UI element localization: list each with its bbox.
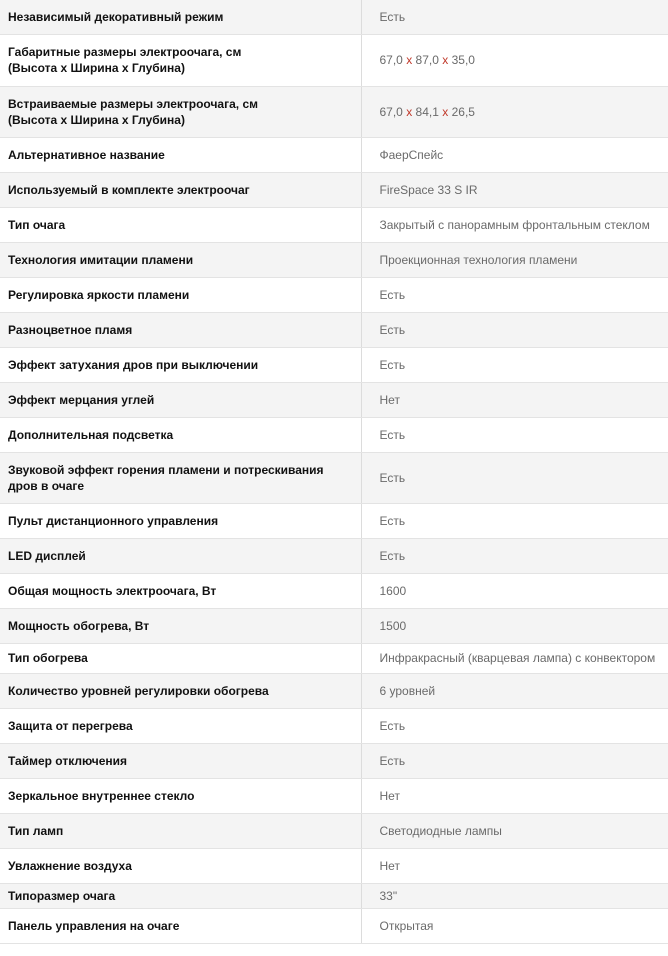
spec-value: Светодиодные лампы xyxy=(361,813,668,848)
spec-row-ember-flicker xyxy=(0,382,668,417)
spec-name: LED дисплей xyxy=(0,538,361,573)
spec-name: Количество уровней регулировки обогрева xyxy=(0,673,361,708)
spec-value: Есть xyxy=(361,452,668,503)
spec-value: Есть xyxy=(361,347,668,382)
spec-row-overheat-protection xyxy=(0,708,668,743)
spec-value: 1500 xyxy=(361,608,668,643)
spec-row-led-display xyxy=(0,538,668,573)
spec-name: Мощность обогрева, Вт xyxy=(0,608,361,643)
spec-value: 6 уровней xyxy=(361,673,668,708)
spec-row-builtin-dimensions xyxy=(0,86,668,137)
spec-row-alt-name xyxy=(0,137,668,172)
spec-name: Защита от перегрева xyxy=(0,708,361,743)
spec-name: Встраиваемые размеры электроочага, см (Высота х Ширина х Глубина) xyxy=(0,86,361,137)
spec-name: Разноцветное пламя xyxy=(0,312,361,347)
spec-row-heating-type xyxy=(0,643,668,673)
spec-row-sound-effect xyxy=(0,452,668,503)
spec-row-control-panel xyxy=(0,908,668,943)
spec-value: Открытая xyxy=(361,908,668,943)
spec-name: Звуковой эффект горения пламени и потрескивания дров в очаге xyxy=(0,452,361,503)
spec-row-remote-control xyxy=(0,503,668,538)
spec-value: Нет xyxy=(361,778,668,813)
spec-value: Есть xyxy=(361,538,668,573)
spec-name: Зеркальное внутреннее стекло xyxy=(0,778,361,813)
spec-value: Есть xyxy=(361,417,668,452)
spec-name: Панель управления на очаге xyxy=(0,908,361,943)
spec-row-extra-backlight xyxy=(0,417,668,452)
spec-row-lamp-type xyxy=(0,813,668,848)
spec-name: Используемый в комплекте электроочаг xyxy=(0,172,361,207)
spec-name: Тип обогрева xyxy=(0,643,361,673)
spec-value: Есть xyxy=(361,312,668,347)
spec-value: Есть xyxy=(361,708,668,743)
spec-row-overall-dimensions xyxy=(0,34,668,86)
spec-name: Увлажнение воздуха xyxy=(0,848,361,883)
spec-value: ФаерСпейс xyxy=(361,137,668,172)
spec-row-heating-levels xyxy=(0,673,668,708)
spec-row-independent-decor-mode xyxy=(0,0,668,34)
spec-value: 67,0 x 87,0 x 35,0 xyxy=(361,34,668,86)
spec-row-flame-technology xyxy=(0,242,668,277)
spec-name: Таймер отключения xyxy=(0,743,361,778)
spec-value: Есть xyxy=(361,743,668,778)
spec-name: Тип ламп xyxy=(0,813,361,848)
spec-row-mirror-glass xyxy=(0,778,668,813)
spec-row-hearth-size xyxy=(0,883,668,908)
spec-name: Независимый декоративный режим xyxy=(0,0,361,34)
spec-value: FireSpace 33 S IR xyxy=(361,172,668,207)
spec-row-total-power xyxy=(0,573,668,608)
spec-row-hearth-type xyxy=(0,207,668,242)
spec-value: Есть xyxy=(361,503,668,538)
spec-value: Проекционная технология пламени xyxy=(361,242,668,277)
spec-name: Типоразмер очага xyxy=(0,883,361,908)
spec-value: Есть xyxy=(361,0,668,34)
spec-name: Общая мощность электроочага, Вт xyxy=(0,573,361,608)
spec-name: Габаритные размеры электроочага, см (Высота х Ширина х Глубина) xyxy=(0,34,361,86)
spec-row-included-fireplace xyxy=(0,172,668,207)
spec-name: Эффект затухания дров при выключении xyxy=(0,347,361,382)
spec-row-shutdown-timer xyxy=(0,743,668,778)
spec-name: Дополнительная подсветка xyxy=(0,417,361,452)
spec-value: 33" xyxy=(361,883,668,908)
spec-value: Нет xyxy=(361,848,668,883)
spec-value: Нет xyxy=(361,382,668,417)
spec-name: Эффект мерцания углей xyxy=(0,382,361,417)
spec-row-fading-logs xyxy=(0,347,668,382)
spec-row-flame-brightness xyxy=(0,277,668,312)
spec-row-humidification xyxy=(0,848,668,883)
spec-name: Регулировка яркости пламени xyxy=(0,277,361,312)
spec-value: Закрытый с панорамным фронтальным стеклом xyxy=(361,207,668,242)
spec-row-multicolor-flame xyxy=(0,312,668,347)
spec-value: 1600 xyxy=(361,573,668,608)
spec-name: Альтернативное название xyxy=(0,137,361,172)
spec-row-heating-power xyxy=(0,608,668,643)
spec-name: Пульт дистанционного управления xyxy=(0,503,361,538)
spec-value: Есть xyxy=(361,277,668,312)
spec-value: Инфракрасный (кварцевая лампа) с конвектором xyxy=(361,643,668,673)
spec-value: 67,0 x 84,1 x 26,5 xyxy=(361,86,668,137)
spec-name: Тип очага xyxy=(0,207,361,242)
spec-name: Технология имитации пламени xyxy=(0,242,361,277)
